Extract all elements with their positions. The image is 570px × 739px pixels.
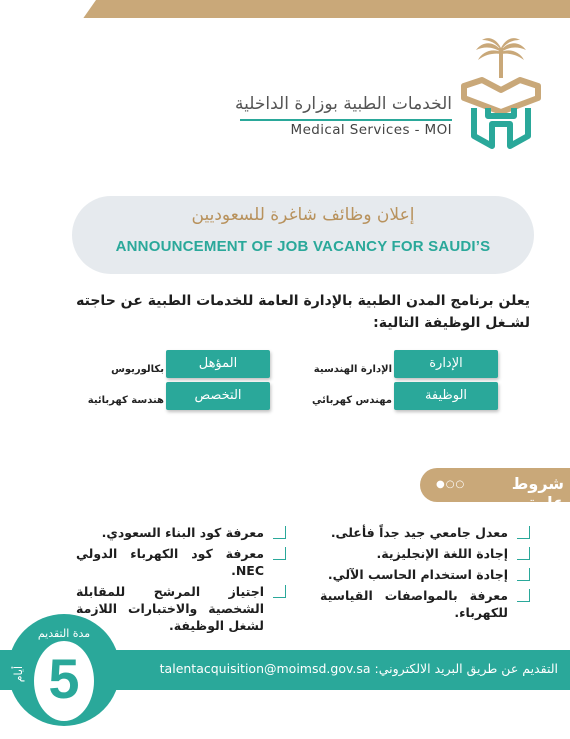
condition-item: إجادة اللغة الإنجليزية. — [320, 545, 530, 562]
department-label: الإدارة — [394, 350, 498, 378]
org-divider — [240, 119, 452, 121]
conditions-dots-icon: ●○○ — [436, 479, 466, 490]
moi-medical-logo — [452, 36, 552, 156]
conditions-right-list — [320, 524, 530, 625]
condition-item: معدل جامعي جيد جداً فأعلى. — [320, 524, 530, 541]
conditions-title: شروط عامة — [511, 474, 564, 512]
checkbox-icon — [273, 526, 286, 539]
checkbox-icon — [517, 568, 530, 581]
conditions-left-list — [76, 524, 286, 638]
department-value: الإدارة الهندسية — [313, 364, 392, 375]
checkbox-icon — [517, 589, 530, 602]
condition-item: معرفة بالمواصفات القياسية للكهرباء. — [320, 587, 530, 621]
qualification-value: بكالوريوس — [111, 364, 164, 375]
announcement-title-arabic: إعلان وظائف شاغرة للسعوديين — [191, 205, 415, 225]
checkbox-icon — [517, 526, 530, 539]
checkbox-icon — [273, 585, 286, 598]
org-name-english: Medical Services - MOI — [290, 122, 452, 138]
apply-email-text: التقديم عن طريق البريد الالكتروني: talentacquisition@moimsd.gov.sa — [159, 661, 558, 676]
intro-paragraph: يعلن برنامج المدن الطبية بالإدارة العامة للخدمات الطبية عن حاجته لشـغل الوظيفة التالية: — [76, 293, 530, 331]
checkbox-icon — [273, 547, 286, 560]
position-value: مهندس كهربائي — [312, 395, 392, 406]
condition-item: معرفة كود الكهرباء الدولي NEC. — [76, 545, 286, 579]
checkbox-icon — [517, 547, 530, 560]
org-name-arabic: الخدمات الطبية بوزارة الداخلية — [234, 94, 452, 114]
duration-number: 5 — [48, 647, 80, 710]
specialization-label: التخصص — [166, 382, 270, 410]
condition-item: إجادة استخدام الحاسب الآلي. — [320, 566, 530, 583]
condition-item: معرفة كود البناء السعودي. — [76, 524, 286, 541]
top-decorative-bar — [70, 0, 570, 18]
condition-item: اجتياز المرشح للمقابلة الشخصية والاختبارات اللازمة لشغل الوظيفة. — [76, 583, 286, 634]
duration-unit: أيام — [12, 666, 25, 683]
qualification-label: المؤهل — [166, 350, 270, 378]
announcement-title-english: ANNOUNCEMENT OF JOB VACANCY FOR SAUDI’S — [115, 238, 491, 255]
top-bar-notch — [57, 0, 96, 18]
duration-title: مدة التقديم — [37, 627, 91, 640]
position-label: الوظيفة — [394, 382, 498, 410]
specialization-value: هندسة كهربائية — [87, 395, 164, 406]
